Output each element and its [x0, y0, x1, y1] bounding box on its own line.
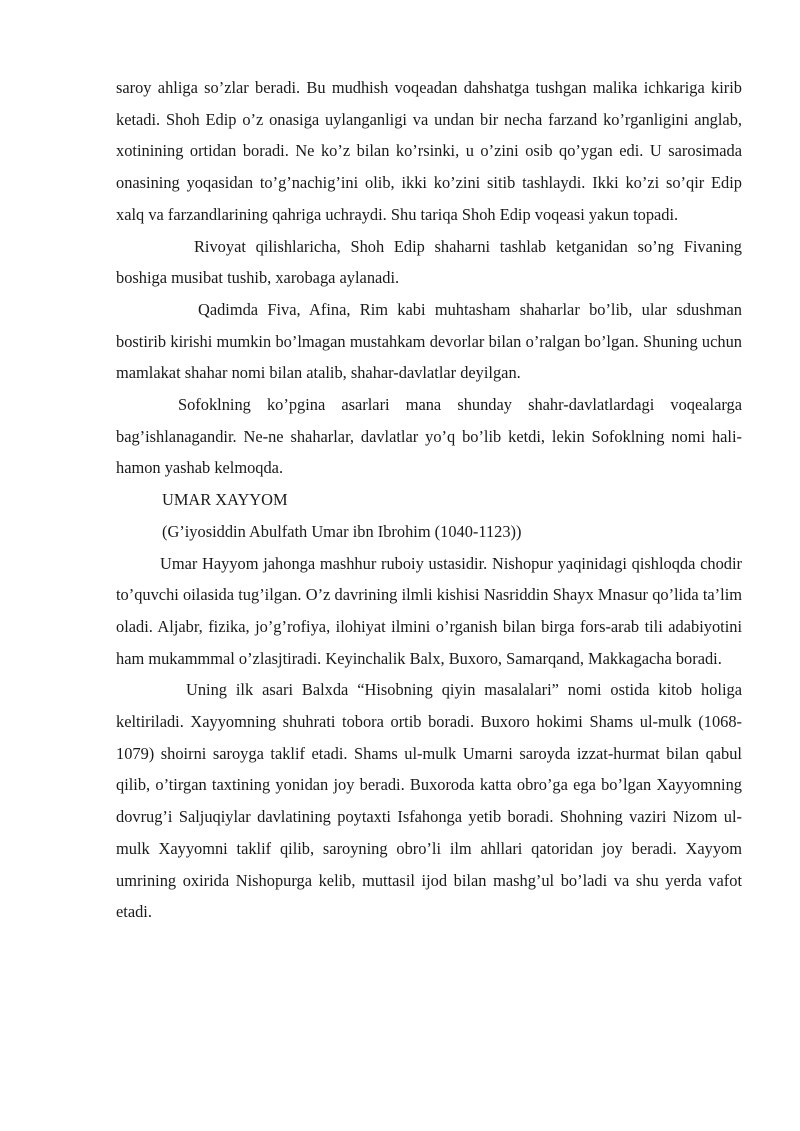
section-subheading: (G’iyosiddin Abulfath Umar ibn Ibrohim (1040-1123)) — [162, 521, 522, 541]
paragraph-city-states: Qadimda Fiva, Afina, Rim kabi muhtasham shaharlar bo’lib, ular sdushman bostirib kirishi mumkin bo’lmagan mustahkam devorlar bilan o’ralgan bo’lgan. Shuning uchun mamlakat shahar nomi bilan atalib, shahar-davlatlar deyilgan. — [116, 299, 742, 383]
paragraph-sofokl: Sofoklning ko’pgina asarlari mana shunday shahr-davlatlardagi voqealarga bag’ishlanagandir. Ne-ne shaharlar, davlatlar yo’q bo’lib ketdi, lekin Sofoklning nomi hali-hamon yashab kelmoqda. — [116, 395, 742, 478]
document-body — [116, 72, 742, 928]
paragraph-umar-biography: Umar Hayyom jahonga mashhur ruboiy ustasidir. Nishopur yaqinidagi qishloqda chodir to’quvchi oilasida tug’ilgan. O’z davrining ilmli kishisi Nasriddin Shayx Mnasur qo’lida ta’lim oladi. Aljabr, fizika, jo’g’rofiya, ilohiyat ilmini o’rganish bilan birga fors-arab tili adabiyotini ham mukammmal o’zlasjtiradi. Keyinchalik Balx, Buxoro, Samarqand, Makkagacha boradi. — [116, 553, 742, 668]
section-heading: UMAR XAYYOM — [162, 490, 288, 510]
paragraph-first-work: Uning ilk asari Balxda “Hisobning qiyin masalalari” nomi ostida kitob holiga keltiriladi. Xayyomning shuhrati tobora ortib boradi. Buxoro hokimi Shams ul-mulk (1068-1079) shoirni saroyga taklif etadi. Shams ul-mulk Umarni saroyda izzat-hurmat bilan qabul qilib, o’tirgan taxtining yonidan joy beradi. Buxoroda katta obro’ga ega bo’lgan Xayyomning dovrug’i Saljuqiylar davlatining poytaxti Isfahonga yetib boradi. Shohning vaziri Nizom ul-mulk Xayyomni taklif qilib, saroyning obro’li ilm ahllari qatoridan joy beradi. Xayyom umrining oxirida Nishopurga kelib, muttasil ijod bilan mashg’ul bo’ladi va shu yerda vafot etadi. — [116, 680, 742, 922]
paragraph-edip-ending: saroy ahliga so’zlar beradi. Bu mudhish voqeadan dahshatga tushgan malika ichkariga kirib ketadi. Shoh Edip o’z onasiga uylanganligi va undan bir necha farzand ko’rganligini anglab, xotinining ortidan boradi. Ne ko’z bilan ko’rsinki, u o’zini osib qo’ygan edi. U sarosimada onasining yoqasidan to’g’nachig’ini olib, ikki ko’zini sitib tashlaydi. Ikki ko’zi so’qir Edip xalq va farzandlarining qahriga uchraydi. Shu tariqa Shoh Edip voqeasi yakun topadi. — [116, 78, 742, 224]
paragraph-fiva-ruin: Rivoyat qilishlaricha, Shoh Edip shaharni tashlab ketganidan so’ng Fivaning boshiga musibat tushib, xarobaga aylanadi. — [116, 236, 742, 288]
